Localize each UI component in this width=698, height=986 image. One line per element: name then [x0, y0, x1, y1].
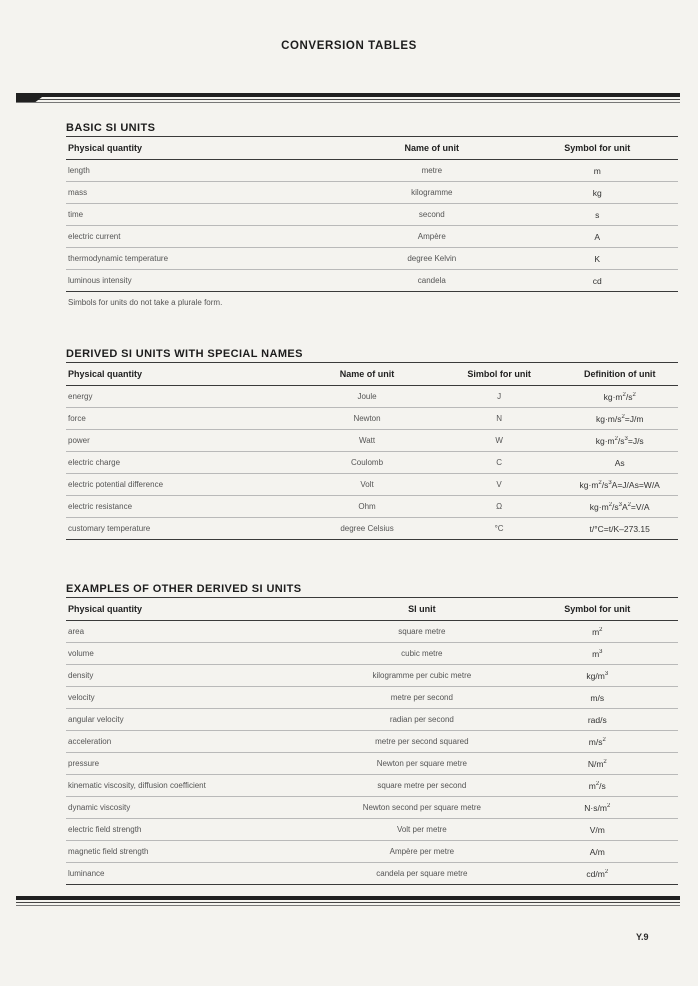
section-title: EXAMPLES OF OTHER DERIVED SI UNITS [66, 583, 302, 595]
si-unit-cell: kilogramme per cubic metre [372, 671, 472, 680]
table-row [66, 643, 678, 665]
table-body [66, 621, 678, 885]
si-unit-cell: candela per square metre [376, 869, 468, 878]
unit-symbol-cell: $m/s^2$ [588, 736, 606, 747]
column-header: Physical quantity [68, 143, 143, 153]
unit-symbol-cell: m/s [590, 692, 605, 703]
table-header [66, 597, 678, 621]
si-unit-cell: Ampère per metre [389, 847, 455, 856]
unit-name-cell: Ampère [417, 232, 446, 241]
physical-quantity-cell: kinematic viscosity, diffusion coefficient [68, 781, 206, 790]
table-row [66, 386, 678, 408]
unit-symbol-cell: A [594, 231, 601, 242]
unit-definition-cell: $kg\cdot m^2/s^3A^2=V/A$ [589, 501, 650, 512]
physical-quantity-cell: density [68, 671, 94, 680]
unit-definition-cell: As [614, 457, 625, 468]
unit-name-cell: candela [417, 276, 446, 285]
si-unit-cell: metre per second squared [375, 737, 469, 746]
unit-definition-cell: $kg\cdot m^2/s^3=J/s$ [595, 435, 644, 446]
unit-name-cell: degree Kelvin [407, 254, 457, 263]
bottom-rule [16, 896, 680, 906]
column-header: Physical quantity [68, 369, 143, 379]
table-header [66, 362, 678, 386]
physical-quantity-cell: electric resistance [68, 502, 133, 511]
column-header: Symbol for unit [564, 604, 631, 614]
table-row [66, 621, 678, 643]
physical-quantity-cell: velocity [68, 693, 95, 702]
table-row [66, 731, 678, 753]
physical-quantity-cell: mass [68, 188, 88, 197]
physical-quantity-cell: time [68, 210, 84, 219]
unit-symbol-cell: K [594, 253, 601, 264]
unit-symbol-cell: W [495, 436, 503, 445]
physical-quantity-cell: acceleration [68, 737, 112, 746]
physical-quantity-cell: electric potential difference [68, 480, 164, 489]
physical-quantity-cell: length [68, 166, 90, 175]
unit-name-cell: Coulomb [351, 458, 384, 467]
physical-quantity-cell: electric charge [68, 458, 121, 467]
column-header: Physical quantity [68, 604, 143, 614]
physical-quantity-cell: electric current [68, 232, 121, 241]
table-row [66, 687, 678, 709]
table-row [66, 248, 678, 270]
unit-symbol-cell: $cd/m^2$ [586, 868, 609, 879]
si-unit-cell: Volt per metre [396, 825, 447, 834]
section-title: BASIC SI UNITS [66, 122, 156, 134]
physical-quantity-cell: magnetic field strength [68, 847, 149, 856]
column-header: Name of unit [404, 143, 460, 153]
table-row [66, 518, 678, 540]
other-derived-si-units-section [66, 581, 678, 885]
physical-quantity-cell: area [68, 627, 85, 636]
unit-symbol-cell: V [496, 480, 502, 489]
basic-si-units-section [66, 120, 678, 307]
table-row [66, 665, 678, 687]
table-row [66, 430, 678, 452]
unit-name-cell: kilogramme [411, 188, 453, 197]
table-body [66, 160, 678, 292]
unit-symbol-cell: $m^2$ [592, 626, 603, 637]
section-title: DERIVED SI UNITS WITH SPECIAL NAMES [66, 348, 303, 360]
unit-name-cell: Newton [353, 414, 381, 423]
unit-name-cell: metre [421, 166, 443, 175]
physical-quantity-cell: force [68, 414, 86, 423]
unit-symbol-cell: cd [592, 275, 602, 286]
unit-symbol-cell: A/m [589, 846, 605, 857]
si-unit-cell: square metre [398, 627, 446, 636]
physical-quantity-cell: luminance [68, 869, 105, 878]
si-unit-cell: square metre per second [377, 781, 467, 790]
physical-quantity-cell: electric field strength [68, 825, 142, 834]
table-row [66, 474, 678, 496]
unit-symbol-cell: kg [592, 187, 602, 198]
column-header: Definition of unit [583, 369, 656, 379]
unit-symbol-cell: C [496, 458, 502, 467]
table-row [66, 819, 678, 841]
table-row [66, 408, 678, 430]
table-row [66, 753, 678, 775]
column-header: Simbol for unit [467, 369, 531, 379]
unit-name-cell: Volt [360, 480, 374, 489]
derived-si-units-section [66, 346, 678, 540]
table-body [66, 386, 678, 540]
unit-name-cell: degree Celsius [340, 524, 394, 533]
unit-symbol-cell: $kg/m^3$ [586, 670, 609, 681]
unit-symbol-cell: rad/s [587, 714, 607, 725]
physical-quantity-cell: luminous intensity [68, 276, 132, 285]
unit-name-cell: second [418, 210, 445, 219]
unit-symbol-cell: °C [494, 524, 504, 533]
table-row [66, 709, 678, 731]
table-row [66, 775, 678, 797]
unit-name-cell: Watt [358, 436, 376, 445]
si-unit-cell: Newton per square metre [376, 759, 467, 768]
unit-definition-cell: $kg\cdot m/s^2=J/m$ [595, 413, 644, 424]
unit-symbol-cell: $m^3$ [592, 648, 603, 659]
top-rule [16, 93, 680, 103]
table-row [66, 841, 678, 863]
unit-symbol-cell: m [593, 165, 601, 176]
column-header: Symbol for unit [564, 143, 631, 153]
table-row [66, 160, 678, 182]
si-unit-cell: radian per second [389, 715, 454, 724]
physical-quantity-cell: angular velocity [68, 715, 124, 724]
unit-symbol-cell: s [595, 209, 600, 220]
table-row [66, 452, 678, 474]
column-header: Name of unit [339, 369, 395, 379]
unit-symbol-cell: V/m [589, 824, 605, 835]
table-row [66, 204, 678, 226]
physical-quantity-cell: dynamic viscosity [68, 803, 131, 812]
table-row [66, 797, 678, 819]
si-unit-cell: cubic metre [401, 649, 443, 658]
unit-symbol-cell: $m^2/s$ [588, 780, 606, 791]
physical-quantity-cell: customary temperature [68, 524, 151, 533]
table-row [66, 270, 678, 292]
table-row [66, 226, 678, 248]
physical-quantity-cell: volume [68, 649, 94, 658]
page-number: Y.9 [636, 932, 649, 942]
physical-quantity-cell: energy [68, 392, 93, 401]
unit-name-cell: Ohm [358, 502, 376, 511]
physical-quantity-cell: power [68, 436, 90, 445]
unit-symbol-cell: $N/m^2$ [587, 758, 607, 769]
unit-symbol-cell: J [497, 392, 502, 401]
table-note: Simbols for units do not take a plurale form. [68, 298, 223, 307]
physical-quantity-cell: pressure [68, 759, 100, 768]
table-row [66, 863, 678, 885]
unit-definition-cell: $kg\cdot m^2/s^2$ [603, 391, 636, 402]
unit-symbol-cell: N [496, 414, 502, 423]
unit-definition-cell: $kg\cdot m^2/s^3A=J/As=W/A$ [579, 479, 660, 490]
column-header: SI unit [408, 604, 436, 614]
table-header [66, 136, 678, 160]
table-row [66, 496, 678, 518]
physical-quantity-cell: thermodynamic temperature [68, 254, 169, 263]
si-unit-cell: Newton second per square metre [362, 803, 481, 812]
unit-name-cell: Joule [357, 392, 377, 401]
page-title: CONVERSION TABLES [281, 40, 417, 52]
si-unit-cell: metre per second [390, 693, 453, 702]
table-row [66, 182, 678, 204]
unit-symbol-cell: Ω [496, 502, 503, 511]
unit-symbol-cell: $N\cdot s/m^2$ [584, 802, 611, 813]
unit-definition-cell: t/°C=t/K–273.15 [589, 523, 650, 534]
